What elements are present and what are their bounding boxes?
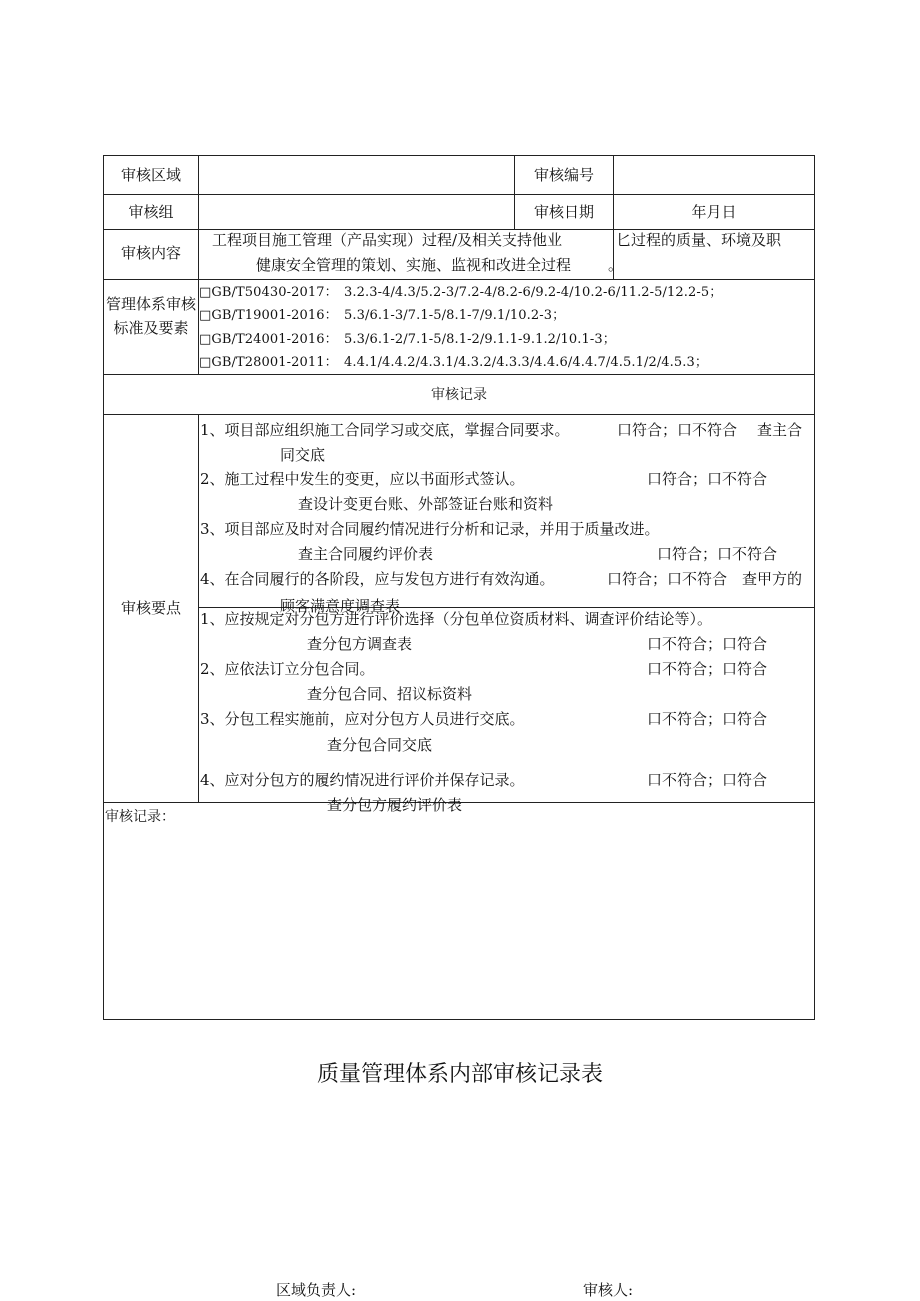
point-check: 查主合 xyxy=(757,421,803,439)
point-check: 同交底 xyxy=(280,446,326,464)
point-text: 4、在合同履行的各阶段，应与发包方进行有效沟通。 xyxy=(200,570,555,588)
point-check: 查分包方调查表 xyxy=(307,635,413,653)
audit-number-label: 审核编号 xyxy=(533,166,594,184)
auditor-label: 审核人: xyxy=(583,1281,634,1299)
point-options: 口符合；口不符合 xyxy=(617,421,738,439)
point-text: 3、项目部应及时对合同履约情况进行分析和记录，并用于质量改进。 xyxy=(200,520,660,538)
audit-date-label: 审核日期 xyxy=(533,203,594,221)
point-check: 查分包方履约评价表 xyxy=(327,796,463,814)
point-check: 顾客满意度调查表 xyxy=(280,597,401,615)
audit-content-line1-right: 匕过程的质量、环境及职 xyxy=(616,231,782,249)
standard-code: □GB/T28001-2011： xyxy=(199,355,338,370)
point-options: 口不符合；口符合 xyxy=(647,771,768,789)
key-points-section-2 xyxy=(199,608,814,814)
key-points-label: 审核要点 xyxy=(120,599,181,617)
standard-code: □GB/T50430-2017： xyxy=(199,285,338,300)
standard-code: □GB/T24001-2016： xyxy=(199,332,338,347)
audit-area-label: 审核区域 xyxy=(120,166,181,184)
point-text: 1、应按规定对分包方进行评价选择（分包单位资质材料、调查评价结论等）。 xyxy=(200,610,713,628)
standards-label: 管理体系审核标准及要素 xyxy=(106,295,197,337)
table-border-bottom xyxy=(103,1019,815,1020)
point-options: 口不符合；口符合 xyxy=(647,635,768,653)
standard-items: 3.2.3-4/4.3/5.2-3/7.2-4/8.2-6/9.2-4/10.2-6/11.2-5/12.2-5； xyxy=(344,285,723,300)
standard-items: 4.4.1/4.4.2/4.3.1/4.3.2/4.3.3/4.4.6/4.4.7/4.5.1/2/4.5.3； xyxy=(344,355,708,370)
audit-date-value: 年月日 xyxy=(691,203,737,221)
point-text: 4、应对分包方的履约情况进行评价并保存记录。 xyxy=(200,771,525,789)
standard-code: □GB/T19001-2016： xyxy=(199,308,338,323)
audit-content-line2-right: 。 xyxy=(608,256,624,274)
point-check: 查主合同履约评价表 xyxy=(298,545,434,563)
point-options: 口符合；口不符合 xyxy=(657,545,778,563)
row-divider xyxy=(103,279,815,280)
audit-content-line2-left: 健康安全管理的策划、实施、监视和改进全过程 xyxy=(256,256,572,274)
row-divider xyxy=(103,194,815,195)
point-options: 口不符合；口符合 xyxy=(647,710,768,728)
form-title: 质量管理体系内部审核记录表 xyxy=(316,1062,603,1087)
key-points-section-1 xyxy=(199,415,814,615)
audit-record-note-label: 审核记录： xyxy=(105,809,175,825)
point-check: 查设计变更台账、外部签证台账和资料 xyxy=(298,495,554,513)
table-border-right xyxy=(814,155,815,1020)
point-check: 查分包合同、招议标资料 xyxy=(307,685,473,703)
table-border-top xyxy=(103,155,815,156)
table-border-left xyxy=(103,155,104,1020)
audit-group-label: 审核组 xyxy=(128,203,174,221)
point-check: 查甲方的 xyxy=(742,570,803,588)
point-check: 查分包合同交底 xyxy=(327,736,433,754)
point-options: 口不符合；口符合 xyxy=(647,660,768,678)
point-text: 2、应依法订立分包合同。 xyxy=(200,660,375,678)
point-options: 口符合；口不符合 xyxy=(647,470,768,488)
area-manager-label: 区域负责人: xyxy=(276,1281,357,1299)
audit-record-header: 审核记录 xyxy=(431,387,487,403)
point-text: 1、项目部应组织施工合同学习或交底，掌握合同要求。 xyxy=(200,421,570,439)
audit-content-label: 审核内容 xyxy=(120,244,181,262)
standard-items: 5.3/6.1-3/7.1-5/8.1-7/9.1/10.2-3； xyxy=(344,308,566,323)
audit-content-line1-left: 工程项目施工管理（产品实现）过程/及相关支持他业 xyxy=(212,231,563,249)
row-divider xyxy=(103,374,815,375)
point-text: 2、施工过程中发生的变更，应以书面形式签认。 xyxy=(200,470,525,488)
point-text: 3、分包工程实施前，应对分包方人员进行交底。 xyxy=(200,710,525,728)
point-options: 口符合；口不符合 xyxy=(607,570,728,588)
standard-items: 5.3/6.1-2/7.1-5/8.1-2/9.1.1-9.1.2/10.1-3； xyxy=(344,332,616,347)
